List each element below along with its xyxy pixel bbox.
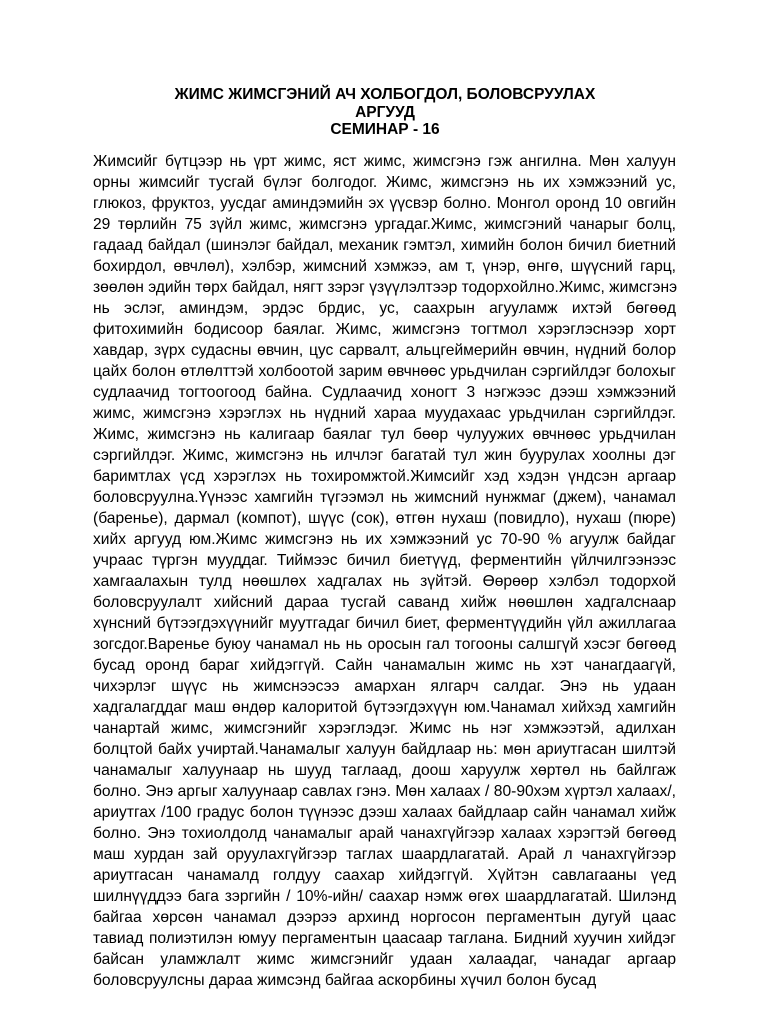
body-text-line: болно. Энэ тохиолдолд чанамалыг арай чанахгүйгээр халаах хэрэгтэй бөгөөд	[93, 825, 676, 842]
body-text-line: байгаа хөрсөн чанамал дээрээ архинд норгосон пергаментын дугуй цаас	[93, 909, 676, 926]
document-title	[150, 86, 620, 139]
body-text-line: (баренье), дармал (компот), шүүс (сок), өтгөн нухаш (повидло), нухаш (пюре)	[93, 510, 676, 527]
body-text-line: фитохимийн бодисоор баялаг. Жимс, жимсгэнэ тогтмол хэрэглэснээр хорт	[93, 321, 676, 338]
body-text-line: хүнсний бүтээгдэхүүнийг муутгадаг бичил биет, ферментүүдийн үйл ажиллагаа	[93, 615, 676, 632]
body-text-line: баримтлах үсд хэрэглэх нь тохиромжтой.Жимсийг хэд хэдэн үндсэн аргаар	[93, 468, 676, 485]
body-text-line: учраас түргэн мууддаг. Тиймээс бичил биетүүд, ферментийн үйлчилгээнээс	[93, 552, 676, 569]
body-text-line: хамгаалахын тулд нөөшлөх хадгалах нь зүйтэй. Өөрөөр хэлбэл тодорхой	[93, 573, 676, 590]
body-text-line: 29 төрлийн 75 зүйл жимс, жимсгэнэ ургадаг.Жимс, жимсгэний чанарыг болц,	[93, 216, 676, 233]
body-text-line: зөөлөн эдийн төрх байдал, нягт зэрэг үзүүлэлтээр тодорхойлно.Жимс, жимсгэнэ	[93, 279, 678, 296]
body-text-line: хавдар, зүрх судасны өвчин, цус сарвалт, альцгеймерийн өвчин, нүдний болор	[93, 342, 676, 359]
body-text-line: хадгалагддаг маш өндөр калоритой бүтээгдэхүүн юм.Чанамал хийхэд хамгийн	[93, 699, 676, 716]
body-text-line: Жимс, жимсгэнэ нь калигаар баялаг тул бөөр чулуужих өвчнөөс урьдчилан	[93, 426, 676, 443]
title-line: ЖИМС ЖИМСГЭНИЙ АЧ ХОЛБОГДОЛ, БОЛОВСРУУЛАХ	[174, 86, 596, 103]
title-line: АРГУУД	[355, 103, 415, 121]
body-text-line: маш хурдан зай оруулахгүйгээр таглах шаардлагатай. Арай л чанахгүйгээр	[93, 846, 676, 863]
body-text-line: байсан уламжлалт жимс жимсгэнийг удаан халаадаг, чанадаг аргаар	[93, 951, 676, 968]
body-text-line: ариутгасан чанамалд голдуу саахар хийдэггүй. Хүйтэн савлагааны үед	[93, 867, 676, 884]
body-text-line: хийх аргууд юм.Жимс жимсгэнэ нь их хэмжээний ус 70-90 % агуулж байдаг	[93, 531, 676, 548]
body-text-line: Жимсийг бүтцээр нь үрт жимс, яст жимс, жимсгэнэ гэж ангилна. Мөн халуун	[93, 153, 676, 170]
body-text-line: гадаад байдал (шинэлэг байдал, механик гэмтэл, химийн болон бичил биетний	[93, 237, 676, 254]
body-text-line: чанамалыг халуунаар нь шууд таглаад, доош харуулж хөртөл нь байлгаж	[93, 762, 676, 779]
body-text-line: судлаачид тогтоогоод байна. Судлаачид хоногт 3 нэгжээс дээш хэмжээний	[93, 384, 676, 401]
title-line: СЕМИНАР - 16	[330, 121, 440, 138]
body-text-line: орны жимсийг тусгай бүлэг болгодог. Жимс, жимсгэнэ нь их хэмжээний ус,	[93, 174, 676, 191]
body-text-line: зогсдог.Варенье буюу чанамал нь нь оросын гал тогооны салшгүй хэсэг бөгөөд	[93, 636, 676, 653]
body-text-line: глюкоз, фруктоз, уусдаг аминдэмийн эх үүсвэр болно. Монгол оронд 10 овгийн	[93, 195, 676, 212]
body-text-line: бохирдол, өвчлөл), хэлбэр, жимсний хэмжээ, ам т, үнэр, өнгө, шүүсний гарц,	[93, 258, 676, 275]
body-text-line: нь эслэг, аминдэм, эрдэс брдис, ус, саахрын агууламж ихтэй бөгөөд	[93, 300, 676, 317]
body-text-line: жимс, жимсгэнэ хэрэглэх нь нүдний хараа муудахаас урьдчилан сэргийлдэг.	[93, 405, 676, 422]
body-text-line: цайх болон өтлөлттэй холбоотой зарим өвчнөөс урьдчилан сэргийлдэг болохыг	[93, 363, 676, 380]
body-text-line: сэргийлдэг. Жимс, жимсгэнэ нь илчлэг багатай тул жин буурулах хоолны дэг	[93, 447, 676, 464]
body-text-line: боловсруулсны дараа жимсэнд байгаа аскорбины хүчил болон бусад	[93, 972, 597, 989]
body-text-line: болцтой байх учиртай.Чанамалыг халуун байдлаар нь: мөн ариутгасан шилтэй	[93, 741, 676, 758]
body-text-line: чихэрлэг шүүс нь жимснээсээ амархан ялгарч салдаг. Энэ нь удаан	[93, 678, 676, 695]
body-text-line: ариутгах /100 градус болон түүнээс дээш халаах байдлаар сайн чанамал хийж	[93, 804, 676, 821]
body-text-line: боловсруулна.Үүнээс хамгийн түгээмэл нь жимсний нунжмаг (джем), чанамал	[93, 489, 676, 506]
body-text-line: бусад оронд бараг хийдэггүй. Сайн чанамалын жимс нь хэт чанагдаагүй,	[93, 657, 676, 674]
document-body-text	[93, 151, 676, 991]
body-text-line: боловсруулалт хийсний дараа тусгай саванд хийж нөөшлөн хадгалснаар	[93, 594, 676, 611]
body-text-line: шилнүүддээ бага зэргийн / 10%-ийн/ саахар нэмж өгөх шаардлагатай. Шилэнд	[93, 888, 676, 905]
body-text-line: чанартай жимс, жимсгэнийг хэрэглэдэг. Жимс нь нэг хэмжээтэй, адилхан	[93, 720, 676, 737]
body-text-line: тавиад полиэтилэн юмуу пергаментын цаасаар таглана. Бидний хуучин хийдэг	[93, 930, 676, 947]
body-text-line: болно. Энэ аргыг халуунаар савлах гэнэ. Мөн халаах / 80-90хэм хүртэл халаах/,	[93, 783, 676, 800]
